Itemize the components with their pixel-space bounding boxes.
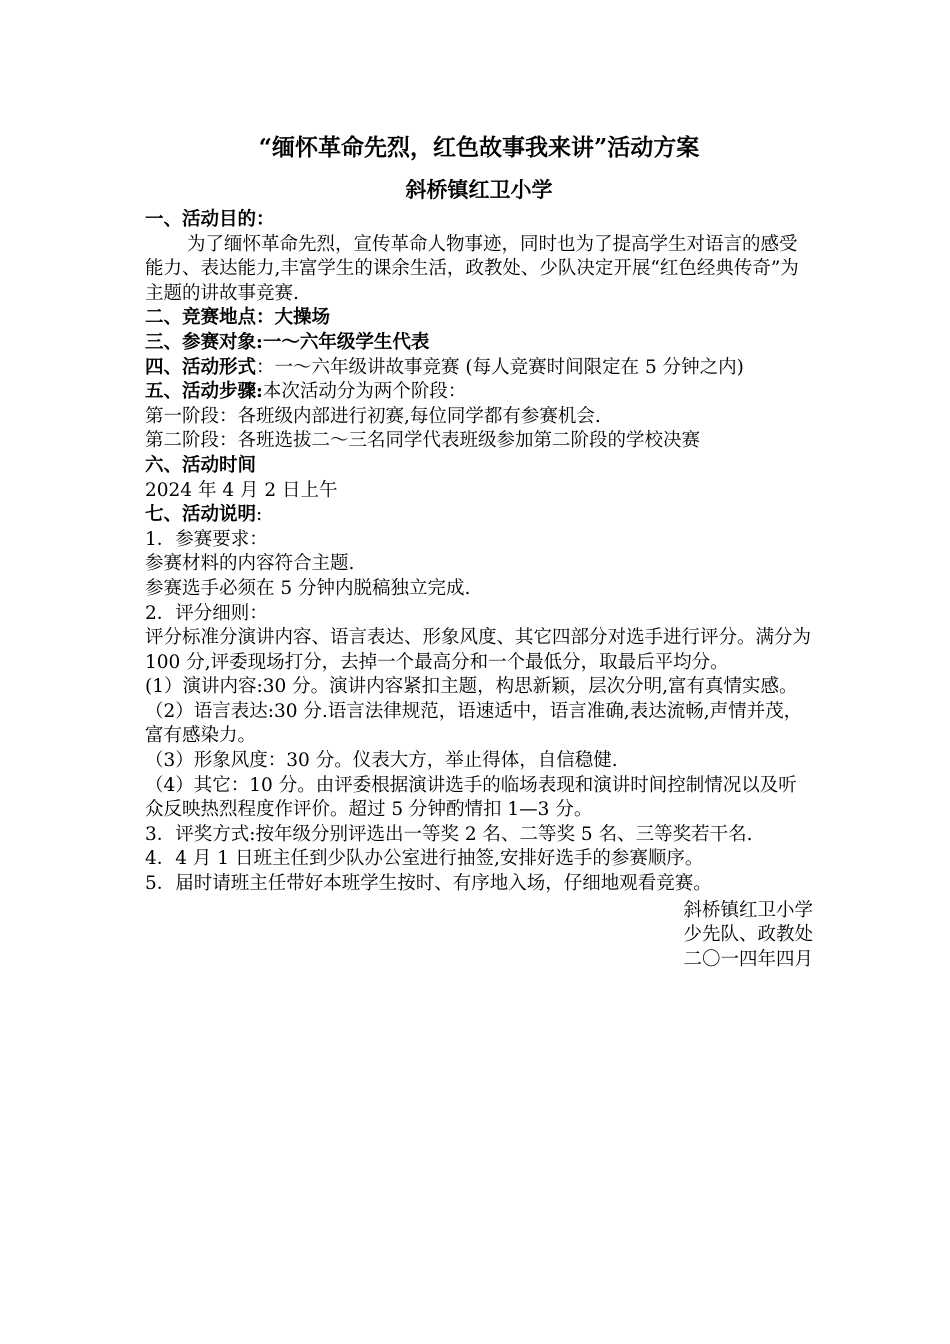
section-3: 三、参赛对象:一～六年级学生代表: [145, 331, 430, 353]
requirement-2: 参赛选手必须在 5 分钟内脱稿独立完成.: [145, 577, 471, 599]
scoring-item-1: (1）演讲内容:30 分。演讲内容紧扣主题，构思新颖，层次分明,富有真情实感。: [145, 676, 798, 698]
section-7-colon: :: [256, 504, 263, 526]
scoring-intro: 评分标准分演讲内容、语言表达、形象风度、其它四部分对选手进行评分。满分为 100 分,评委现场打分，去掉一个最高分和一个最低分，取最后平均分。: [145, 627, 812, 673]
requirements-heading: 1．参赛要求：: [145, 528, 268, 550]
signature-date: 二〇一四年四月: [683, 948, 813, 970]
scoring-item-3: （3）形象风度：30 分。仪表大方，举止得体，自信稳健.: [145, 750, 618, 772]
requirement-1: 参赛材料的内容符合主题.: [145, 553, 355, 575]
section-4-text: ：一～六年级讲故事竞赛 (每人竞赛时间限定在 5 分钟之内): [256, 356, 744, 378]
section-5: [145, 380, 813, 405]
stage-1: 第一阶段：各班级内部进行初赛,每位同学都有参赛机会.: [145, 405, 601, 427]
section-7-heading: 七、活动说明: [145, 504, 257, 526]
section-1-heading: 一、活动目的：: [145, 209, 275, 230]
draw-notice: 4．4 月 1 日班主任到少队办公室进行抽签,安排好选手的参赛顺序。: [145, 848, 704, 870]
section-4-heading: 四、活动形式: [145, 356, 257, 378]
stage-2: 第二阶段：各班选拔二～三名同学代表班级参加第二阶段的学校决赛: [145, 430, 701, 452]
scoring-heading: 2．评分细则：: [145, 602, 268, 624]
section-5-text: 本次活动分为两个阶段：: [262, 381, 467, 403]
signature-block: [145, 899, 813, 973]
scoring-item-4: （4）其它：10 分。由评委根据演讲选手的临场表现和演讲时间控制情况以及听众反映热烈程度作评价。超过 5 分钟酌情扣 1—3 分。: [145, 774, 797, 821]
section-4: [145, 356, 813, 381]
document-title: “缅怀革命先烈，红色故事我来讲”活动方案: [258, 134, 700, 161]
award-method: 3．评奖方式:按年级分别评选出一等奖 2 名、二等奖 5 名、三等奖若干名.: [145, 823, 753, 845]
signature-org: 斜桥镇红卫小学: [683, 899, 813, 921]
school-name: 斜桥镇红卫小学: [405, 177, 553, 202]
attendance-notice: 5．届时请班主任带好本班学生按时、有序地入场，仔细地观看竞赛。: [145, 873, 712, 895]
section-7: [145, 503, 813, 528]
scoring-item-2: （2）语言表达:30 分.语言法律规范，语速适中，语言准确,表达流畅,声情并茂，富有感染力。: [145, 700, 803, 747]
document-page: [145, 130, 813, 972]
section-6-text: 2024 年 4 月 2 日上午: [145, 479, 338, 501]
section-1-text: 为了缅怀革命先烈，宣传革命人物事迹，同时也为了提高学生对语言的感受能力、表达能力,丰富学生的课余生活，政教处、少队决定开展“红色经典传奇”为主题的讲故事竞赛.: [145, 233, 799, 304]
signature-dept: 少先队、政教处: [683, 924, 813, 946]
section-5-heading: 五、活动步骤:: [145, 381, 263, 403]
section-2: 二、竞赛地点：大操场: [145, 307, 331, 329]
section-6-heading: 六、活动时间: [145, 454, 257, 476]
